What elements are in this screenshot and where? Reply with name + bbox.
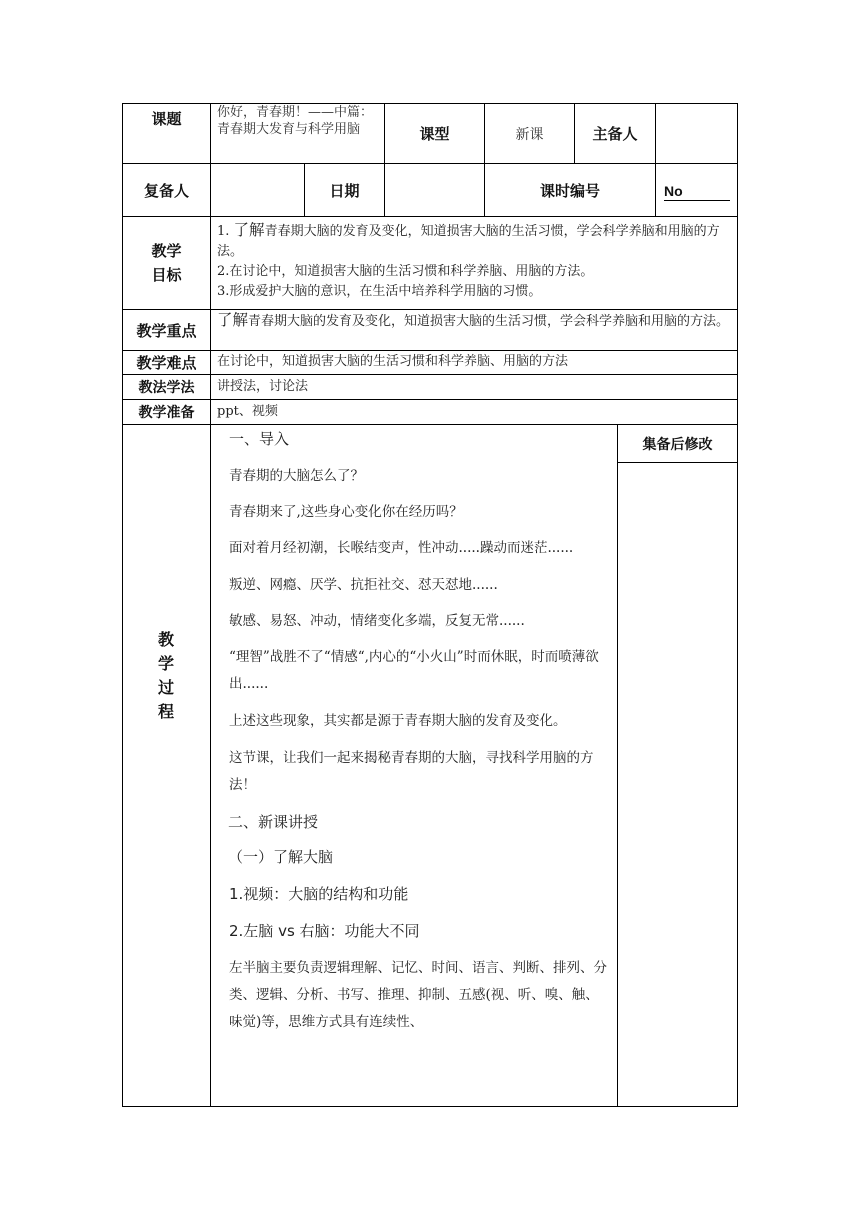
table-border [122,1106,738,1107]
type-label: 课型 [419,125,450,143]
goal-item: 3.形成爱护大脑的意识，在生活中培养科学用脑的习惯。 [217,284,542,299]
lesson-number-value: No [664,183,683,199]
table-border [122,309,738,310]
table-border [122,374,738,375]
paragraph: 青春期来了,这些身心变化你在经历吗？ [229,504,463,520]
goals-label [123,217,210,309]
table-border [210,103,211,1107]
paragraph: 上述这些现象，其实都是源于青春期大脑的发育及变化。 [229,713,567,729]
key-points-label: 教学重点 [136,321,197,340]
goals-list [217,220,733,302]
paragraph: 这节课，让我们一起来揭秘青春期的大脑，寻找科学用脑的方法！ [229,750,594,793]
process-label [122,628,210,724]
main-preparer-value [656,104,737,163]
date-label: 日期 [329,181,360,200]
process-label-char: 学 [157,654,174,673]
table-border [737,103,738,1107]
preparation-text: ppt、视频 [217,404,278,419]
difficulties-text: 在讨论中，知道损害大脑的生活习惯和科学养脑、用脑的方法 [217,354,569,369]
goals-label-line-2: 目标 [151,266,182,284]
paragraph: 青春期的大脑怎么了？ [229,468,364,484]
process-label-char: 程 [157,702,174,721]
goal-item: 1. 了解青春期大脑的发育及变化，知道损害大脑的生活习惯，学会科学养脑和用脑的方法。 [217,221,720,259]
process-content [229,428,609,1036]
paragraph: 敏感、易怒、冲动，情绪变化多端，反复无常...... [229,613,525,629]
table-border [122,216,738,217]
type-value: 新课 [515,126,544,143]
list-item: 1.视频：大脑的结构和功能 [229,885,409,903]
list-item: 2.左脑 vs 右脑：功能大不同 [229,922,420,940]
goals-label-line-1: 教学 [151,242,182,260]
difficulties-label: 教学难点 [136,354,197,372]
subsection-heading: （一）了解大脑 [228,848,334,866]
goal-item: 2.在讨论中，知道损害大脑的生活习惯和科学养脑、用脑的方法。 [217,264,594,279]
process-label-char: 教 [157,630,174,649]
lesson-number-underline [664,200,730,201]
paragraph: “理智”战胜不了“情感“,内心的“小火山”时而休眠，时而喷薄欲出...... [229,649,599,692]
section-heading: 一、导入 [229,430,290,448]
topic-value: 你好，青春期！——中篇：青春期大发育与科学用脑 [217,105,374,137]
process-label-char: 过 [157,678,174,697]
lesson-number-label: 课时编号 [539,181,600,200]
main-preparer-label: 主备人 [592,125,638,143]
methods-text: 讲授法，讨论法 [217,379,309,394]
paragraph: 叛逆、网瘾、厌学、抗拒社交、怼天怼地...... [229,577,498,593]
paragraph: 左半脑主要负责逻辑理解、记忆、时间、语言、判断、排列、分类、逻辑、分析、书写、推理、抑制、五感(视、听、嗅、触、味觉)等，思维方式具有连续性、 [229,960,607,1030]
topic-label: 课题 [151,109,182,128]
key-points-text: 了解青春期大脑的发育及变化，知道损害大脑的生活习惯，学会科学养脑和用脑的方法。 [217,311,730,329]
methods-label: 教法学法 [138,380,195,396]
table-border [122,399,738,400]
paragraph: 面对着月经初潮，长喉结变声，性冲动.....躁动而迷茫...... [229,540,574,556]
table-border [122,350,738,351]
co-preparer-label: 复备人 [143,181,189,200]
table-border [617,424,618,1107]
date-value [385,164,484,216]
co-preparer-value [211,164,304,216]
table-border [617,462,738,463]
revision-header: 集备后修改 [642,436,713,453]
section-heading: 二、新课讲授 [228,813,319,831]
preparation-label: 教学准备 [138,405,195,421]
